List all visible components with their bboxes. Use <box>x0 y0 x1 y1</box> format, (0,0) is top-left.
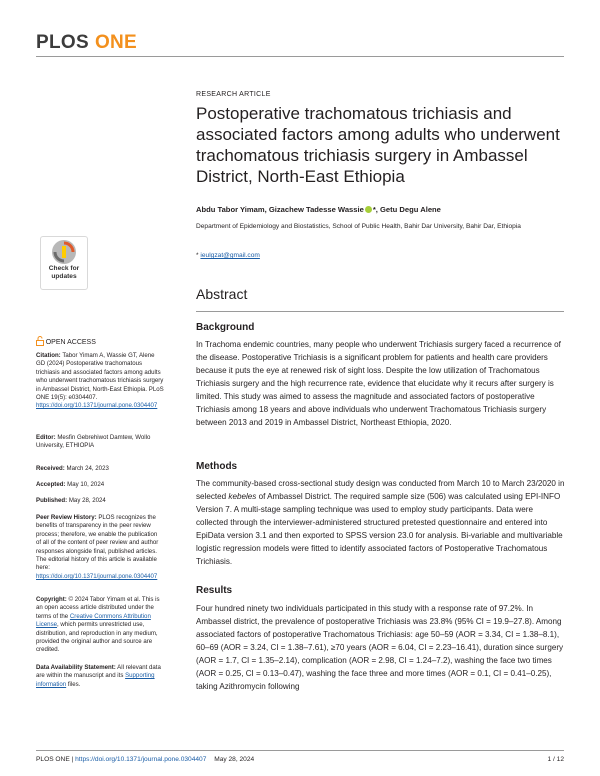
orcid-icon[interactable] <box>365 206 372 213</box>
accepted-block <box>36 481 164 489</box>
received-date: March 24, 2023 <box>66 465 109 472</box>
logo-one: ONE <box>94 32 138 53</box>
copyright-text: © 2024 Tabor Yimam et al. This is an open access article distributed under the terms of the <box>36 596 160 620</box>
footer-date: May 28, 2024 <box>214 756 255 763</box>
header-divider <box>36 56 564 57</box>
results-paragraph: Four hundred ninety two individuals participated in this study with a response rate of 97.2%. In Ambassel district, the prevalence of postoperative Trichiasis was 23.8% (95% CI = 19.9–27.8). Among associated factors of postoperative Trachomatous Trichiasis: age 50–59 (AOR = 3.34, CI = 1.38–8.1), 60–69 (AOR = 3.24, CI = 1.38–7.61), ≥70 years (AOR = 6.04, CI = 2.23–16.41), duration since surgery (AOR = 1.7, CI = 1.35–2.14), complication (AOR = 2.98, CI = 1.24–7.2), washing the face two times (AOR = 0.25, CI = 0.13–0.47), washing the face three and more times (AOR = 0.1, CI = 0.41–0.25), taking Azithromycin following <box>196 604 564 691</box>
citation-text: Tabor Yimam A, Wassie GT, Alene GD (2024) Postoperative trachomatous trichiasis and associated factors among adults who underwent trachomatous trichiasis surgery in Ambassel District, North-East Ethiopia. PLoS ONE 19(5): e0304407. <box>36 352 164 402</box>
accepted-date: May 10, 2024 <box>67 481 105 488</box>
abstract-divider <box>196 311 564 312</box>
footer-doi-link[interactable]: https://doi.org/10.1371/journal.pone.0304407 <box>75 756 207 763</box>
peer-review-text: PLOS recognizes the benefits of transparency in the peer review process; therefore, we enable the publication of all of the content of peer review and author responses alongside final, published articles. The editorial history of this article is available here: <box>36 514 159 572</box>
data-availability-block <box>36 664 164 689</box>
check-updates-line1: Check for <box>48 265 80 272</box>
methods-text-2: of Ambassel District. The required sample size (506) was calculated using EPI-INFO Version 7. A multi-stage sampling technique was used to employ study participants. Data were collected through the interviewer-administered structured pretested questionnaire and entered into EpiData version 3.1 and then exported to SPSS version 23.0 for analysis. Bi-variable and multivariable logistic regression models were fitted to identify associated factors of Postoperative Trachomatous Trichiasis. <box>196 492 563 566</box>
author-list <box>196 205 566 214</box>
supporting-info-link[interactable]: Supporting information <box>36 672 155 688</box>
published-label: Published: <box>36 497 68 504</box>
logo-plos: PLOS <box>36 32 89 53</box>
data-availability-text: All relevant data are within the manuscript and its <box>36 664 161 680</box>
email-link[interactable]: ieulgzat@gmail.com <box>200 252 260 259</box>
peer-review-label: Peer Review History: <box>36 514 97 521</box>
footer-journal: PLOS ONE <box>36 756 70 763</box>
corresponding-email <box>196 252 566 259</box>
copyright-label: Copyright: <box>36 596 67 603</box>
editor-block <box>36 434 164 451</box>
page-number: 1 / 12 <box>547 756 564 763</box>
check-updates-label <box>41 265 87 280</box>
article-type: RESEARCH ARTICLE <box>196 91 271 98</box>
data-availability-text-2: files. <box>67 680 81 688</box>
open-access-line <box>36 336 164 347</box>
background-heading: Background <box>196 322 255 333</box>
data-availability-label: Data Availability Statement: <box>36 664 116 671</box>
journal-logo[interactable] <box>36 32 137 54</box>
check-for-updates-badge[interactable] <box>40 236 88 290</box>
copyright-text-2: , which permits unrestricted use, distribution, and reproduction in any medium, provided the original author and source are credited. <box>36 621 158 654</box>
published-date: May 28, 2024 <box>68 497 106 504</box>
results-heading: Results <box>196 585 233 596</box>
copyright-block <box>36 596 164 655</box>
peer-review-block <box>36 514 164 581</box>
footer-separator: | <box>71 756 74 763</box>
methods-paragraph <box>196 477 566 568</box>
citation-label: Citation: <box>36 352 61 359</box>
received-block <box>36 465 164 473</box>
citation-doi-link[interactable]: https://doi.org/10.1371/journal.pone.0304407 <box>36 402 158 410</box>
license-link[interactable]: Creative Commons Attribution License <box>36 612 151 629</box>
peer-review-link[interactable]: https://doi.org/10.1371/journal.pone.0304407 <box>36 572 158 580</box>
methods-heading: Methods <box>196 461 238 472</box>
editor-label: Editor: <box>36 434 56 441</box>
methods-text-1: The community-based cross-sectional study design was conducted from March 10 to March 23/2020 in selected <box>196 479 565 501</box>
authors-rest: *, Getu Degu Alene <box>372 205 441 214</box>
editor-text: Mesfin Gebrehiwot Damtew, Wollo University, ETHIOPIA <box>36 434 151 450</box>
methods-kebeles: kebeles <box>228 492 257 501</box>
check-updates-line2: updates <box>51 272 77 280</box>
background-paragraph: In Trachoma endemic countries, many people who underwent Trichiasis surgery faced a recurrence of the disease. Postoperative Trichiasis is a significant problem for patients and health care providers because it puts the eye at renewed risk of sight loss. Despite the low utilization of Trachomatous Trichiasis surgery and the high recurrence rate, evidence that elucidate why it recurs after surgery is limited. This study was aimed to assess the magnitude and associated factors of postoperative Trichiasis among 18 years and above individuals who underwent Trachomatous Trichiasis surgery between 2013 and 2019 in Ambassel District, Northeast Ethiopia, 2020. <box>196 340 561 427</box>
citation-block <box>36 352 164 411</box>
affiliation: Department of Epidemiology and Biostatistics, School of Public Health, Bahir Dar University, Bahir Dar, Ethiopia <box>196 223 521 230</box>
email-star: * <box>196 252 199 259</box>
received-label: Received: <box>36 465 65 472</box>
accepted-label: Accepted: <box>36 481 66 488</box>
page-footer <box>36 756 564 763</box>
published-block <box>36 497 164 505</box>
authors-first: Abdu Tabor Yimam, Gizachew Tadesse Wassie <box>196 205 364 214</box>
open-access-label: OPEN ACCESS <box>45 339 96 346</box>
abstract-heading: Abstract <box>196 286 248 302</box>
article-title: Postoperative trachomatous trichiasis and associated factors among adults who underwent trachomatous trichiasis surgery in Ambassel District, North-East Ethiopia <box>196 104 560 186</box>
open-lock-icon <box>36 336 44 346</box>
check-updates-icon <box>52 240 76 264</box>
footer-divider <box>36 750 564 751</box>
